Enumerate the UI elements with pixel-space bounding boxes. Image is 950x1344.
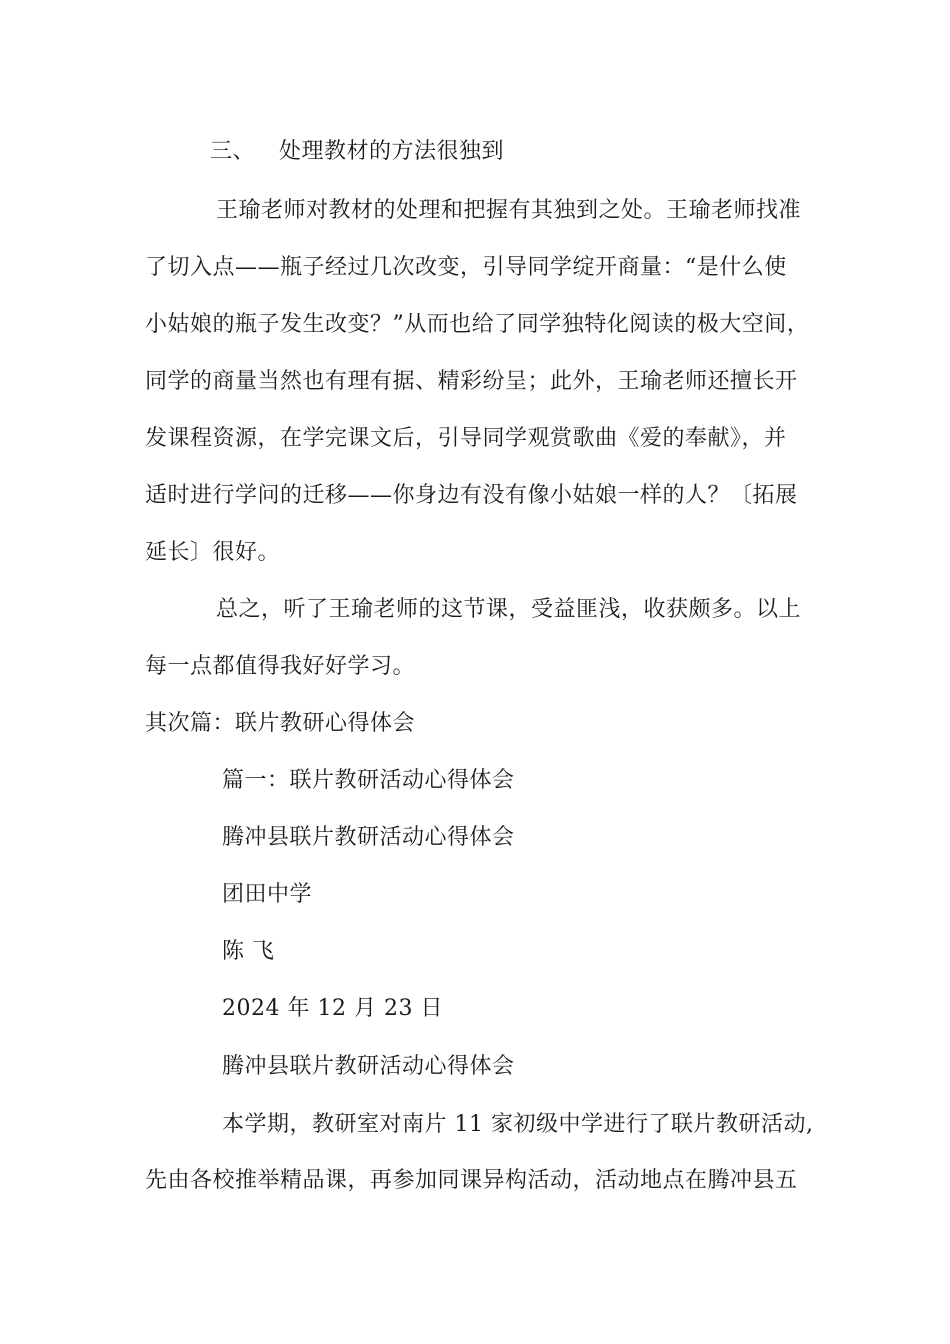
paragraph-2-line: 每一点都值得我好好学习。 — [145, 654, 416, 679]
article-title: 腾冲县联片教研活动心得体会 — [222, 825, 515, 850]
paragraph-1-line: 同学的商量当然也有理有据、精彩纷呈；此外，王瑜老师还擅长开 — [145, 369, 798, 394]
section-number: 三、 — [210, 139, 256, 164]
paragraph-1-line: 延长〕很好。 — [145, 540, 281, 565]
paragraph-1-line: 适时进行学问的迁移——你身边有没有像小姑娘一样的人？〔拓展 — [145, 483, 798, 508]
article-date: 2024 年 12 月 23 日 — [222, 996, 443, 1021]
paragraph-1-line: 小姑娘的瓶子发生改变？”从而也给了同学独特化阅读的极大空间， — [145, 312, 810, 337]
paragraph-1-line: 了切入点——瓶子经过几次改变，引导同学绽开商量：“是什么使 — [145, 255, 787, 280]
body-line: 先由各校推举精品课，再参加同课异构活动，活动地点在腾冲县五 — [145, 1168, 798, 1193]
school-name: 团田中学 — [222, 882, 313, 907]
author-name: 陈 飞 — [222, 939, 275, 964]
paragraph-1-line: 发课程资源，在学完课文后，引导同学观赏歌曲《爱的奉献》，并 — [145, 426, 787, 451]
paragraph-2-line: 总之，听了王瑜老师的这节课，受益匪浅，收获颇多。以上 — [216, 597, 802, 622]
article-title-repeat: 腾冲县联片教研活动心得体会 — [222, 1054, 515, 1079]
section-heading — [210, 137, 504, 167]
paragraph-1-line: 王瑜老师对教材的处理和把握有其独到之处。王瑜老师找准 — [216, 198, 802, 223]
body-line: 本学期，教研室对南片 11 家初级中学进行了联片教研活动, — [222, 1112, 814, 1137]
second-part-title: 其次篇：联片教研心得体会 — [145, 711, 416, 736]
section-title: 处理教材的方法很独到 — [279, 139, 505, 164]
chapter-title: 篇一：联片教研活动心得体会 — [222, 768, 515, 793]
